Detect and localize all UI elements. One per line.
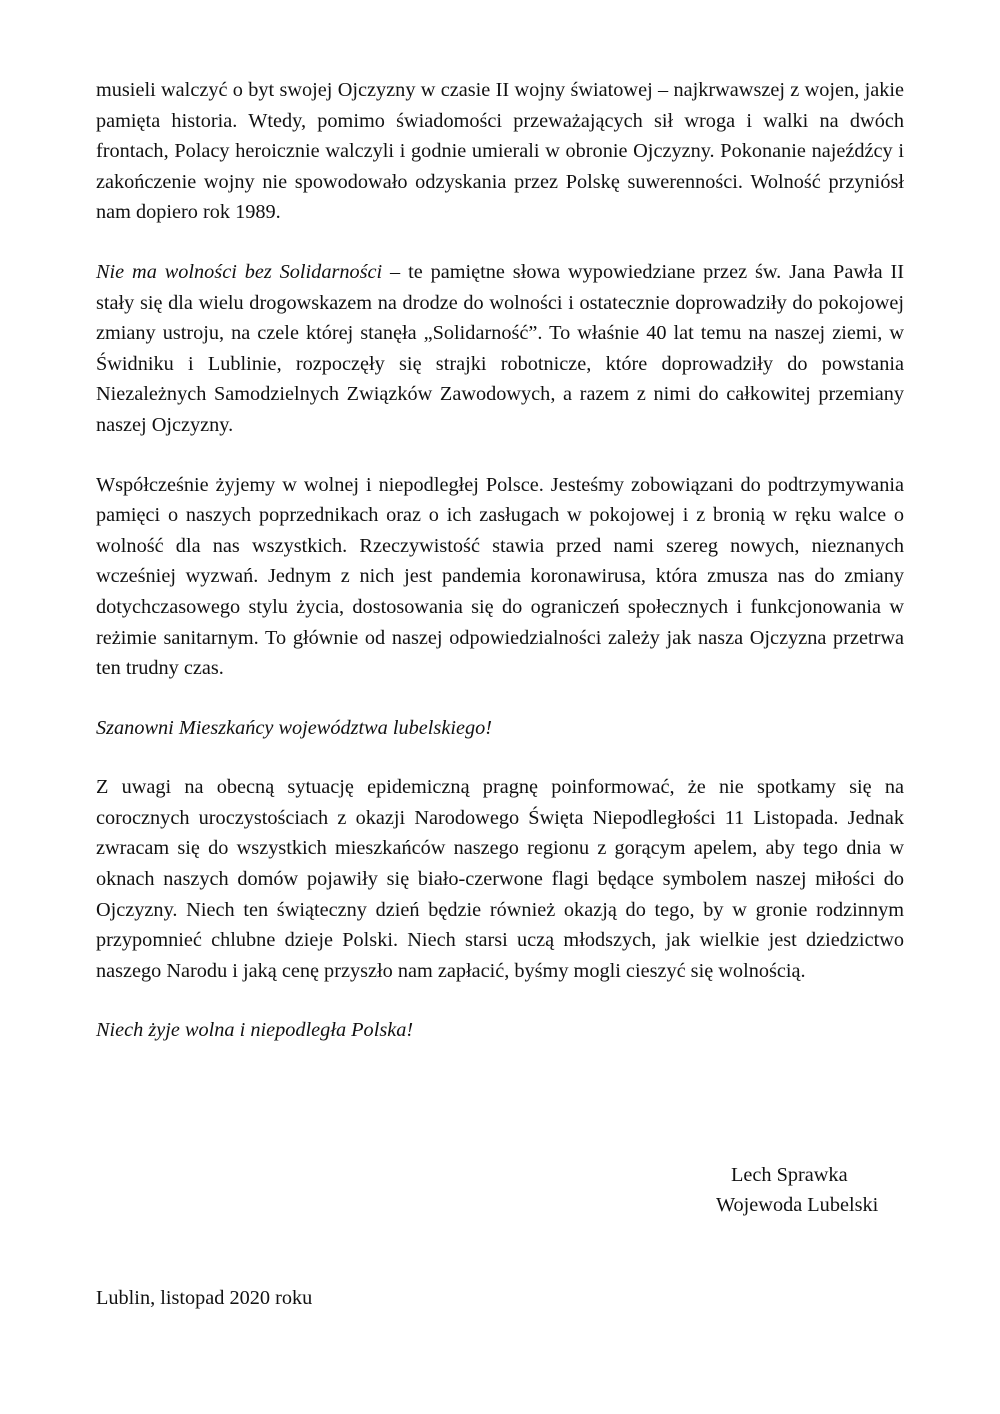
letter-body <box>96 75 904 1046</box>
paragraph-solidarity <box>96 257 904 441</box>
paragraph-present <box>96 470 904 684</box>
paragraph-text: Współcześnie żyjemy w wolnej i niepodległej Polsce. Jesteśmy zobowiązani do podtrzymywania pamięci o naszych poprzednikach oraz o ich zasługach w pokojowej i z bronią w ręku walce o wolność dla nas wszystkich. Rzeczywistość stawia przed nami szereg nowych, nieznanych wcześniej wyzwań. Jednym z nich jest pandemia koronawirusa, która zmusza nas do zmiany dotychczasowego stylu życia, dostosowania się do ograniczeń społecznych i funkcjonowania w reżimie sanitarnym. To głównie od naszej odpowiedzialności zależy jak nasza Ojczyzna przetrwa ten trudny czas. <box>96 473 904 680</box>
paragraph-text: musieli walczyć o byt swojej Ojczyzny w czasie II wojny światowej – najkrwawszej z wojen, jakie pamięta historia. Wtedy, pomimo świadomości przeważających sił wroga i walki na dwóch frontach, Polacy heroicznie walczyli i godnie umierali w obronie Ojczyzny. Pokonanie najeźdźcy i zakończenie wojny nie spowodowało odzyskania przez Polskę suwerenności. Wolność przyniósł nam dopiero rok 1989. <box>96 79 904 224</box>
paragraph-history <box>96 75 904 228</box>
paragraph-announcement <box>96 772 904 986</box>
closing-line <box>96 1015 904 1046</box>
salutation-text: Szanowni Mieszkańcy województwa lubelskiego! <box>96 716 492 739</box>
signature-name: Lech Sprawka <box>731 1164 848 1186</box>
paragraph-text: – te pamiętne słowa wypowiedziane przez św. Jana Pawła II stały się dla wielu drogowskazem na drodze do wolności i ostatecznie doprowadziły do pokojowej zmiany ustroju, na czele której stanęła „Solidarność”. To właśnie 40 lat temu na naszej ziemi, w Świdniku i Lublinie, rozpoczęły się strajki robotnicze, które doprowadziły do powstania Niezależnych Samodzielnych Związków Zawodowych, a razem z nimi do całkowitej przemiany naszej Ojczyzny. <box>96 260 904 436</box>
salutation <box>96 713 904 744</box>
signature-title: Wojewoda Lubelski <box>716 1194 879 1216</box>
quote-italic: Nie ma wolności bez Solidarności <box>96 260 383 283</box>
place-date: Lublin, listopad 2020 roku <box>96 1287 313 1309</box>
closing-text: Niech żyje wolna i niepodległa Polska! <box>96 1019 414 1042</box>
paragraph-text: Z uwagi na obecną sytuację epidemiczną pragnę poinformować, że nie spotkamy się na corocznych uroczystościach z okazji Narodowego Święta Niepodległości 11 Listopada. Jednak zwracam się do wszystkich mieszkańców naszego regionu z gorącym apelem, aby tego dnia w oknach naszych domów pojawiły się biało-czerwone flagi będące symbolem naszej miłości do Ojczyzny. Niech ten świąteczny dzień będzie również okazją do tego, by w gronie rodzinnym przypomnieć chlubne dzieje Polski. Niech starsi uczą młodszych, jak wielkie jest dziedzictwo naszego Narodu i jaką cenę przyszło nam zapłacić, byśmy mogli cieszyć się wolnością. <box>96 776 904 982</box>
